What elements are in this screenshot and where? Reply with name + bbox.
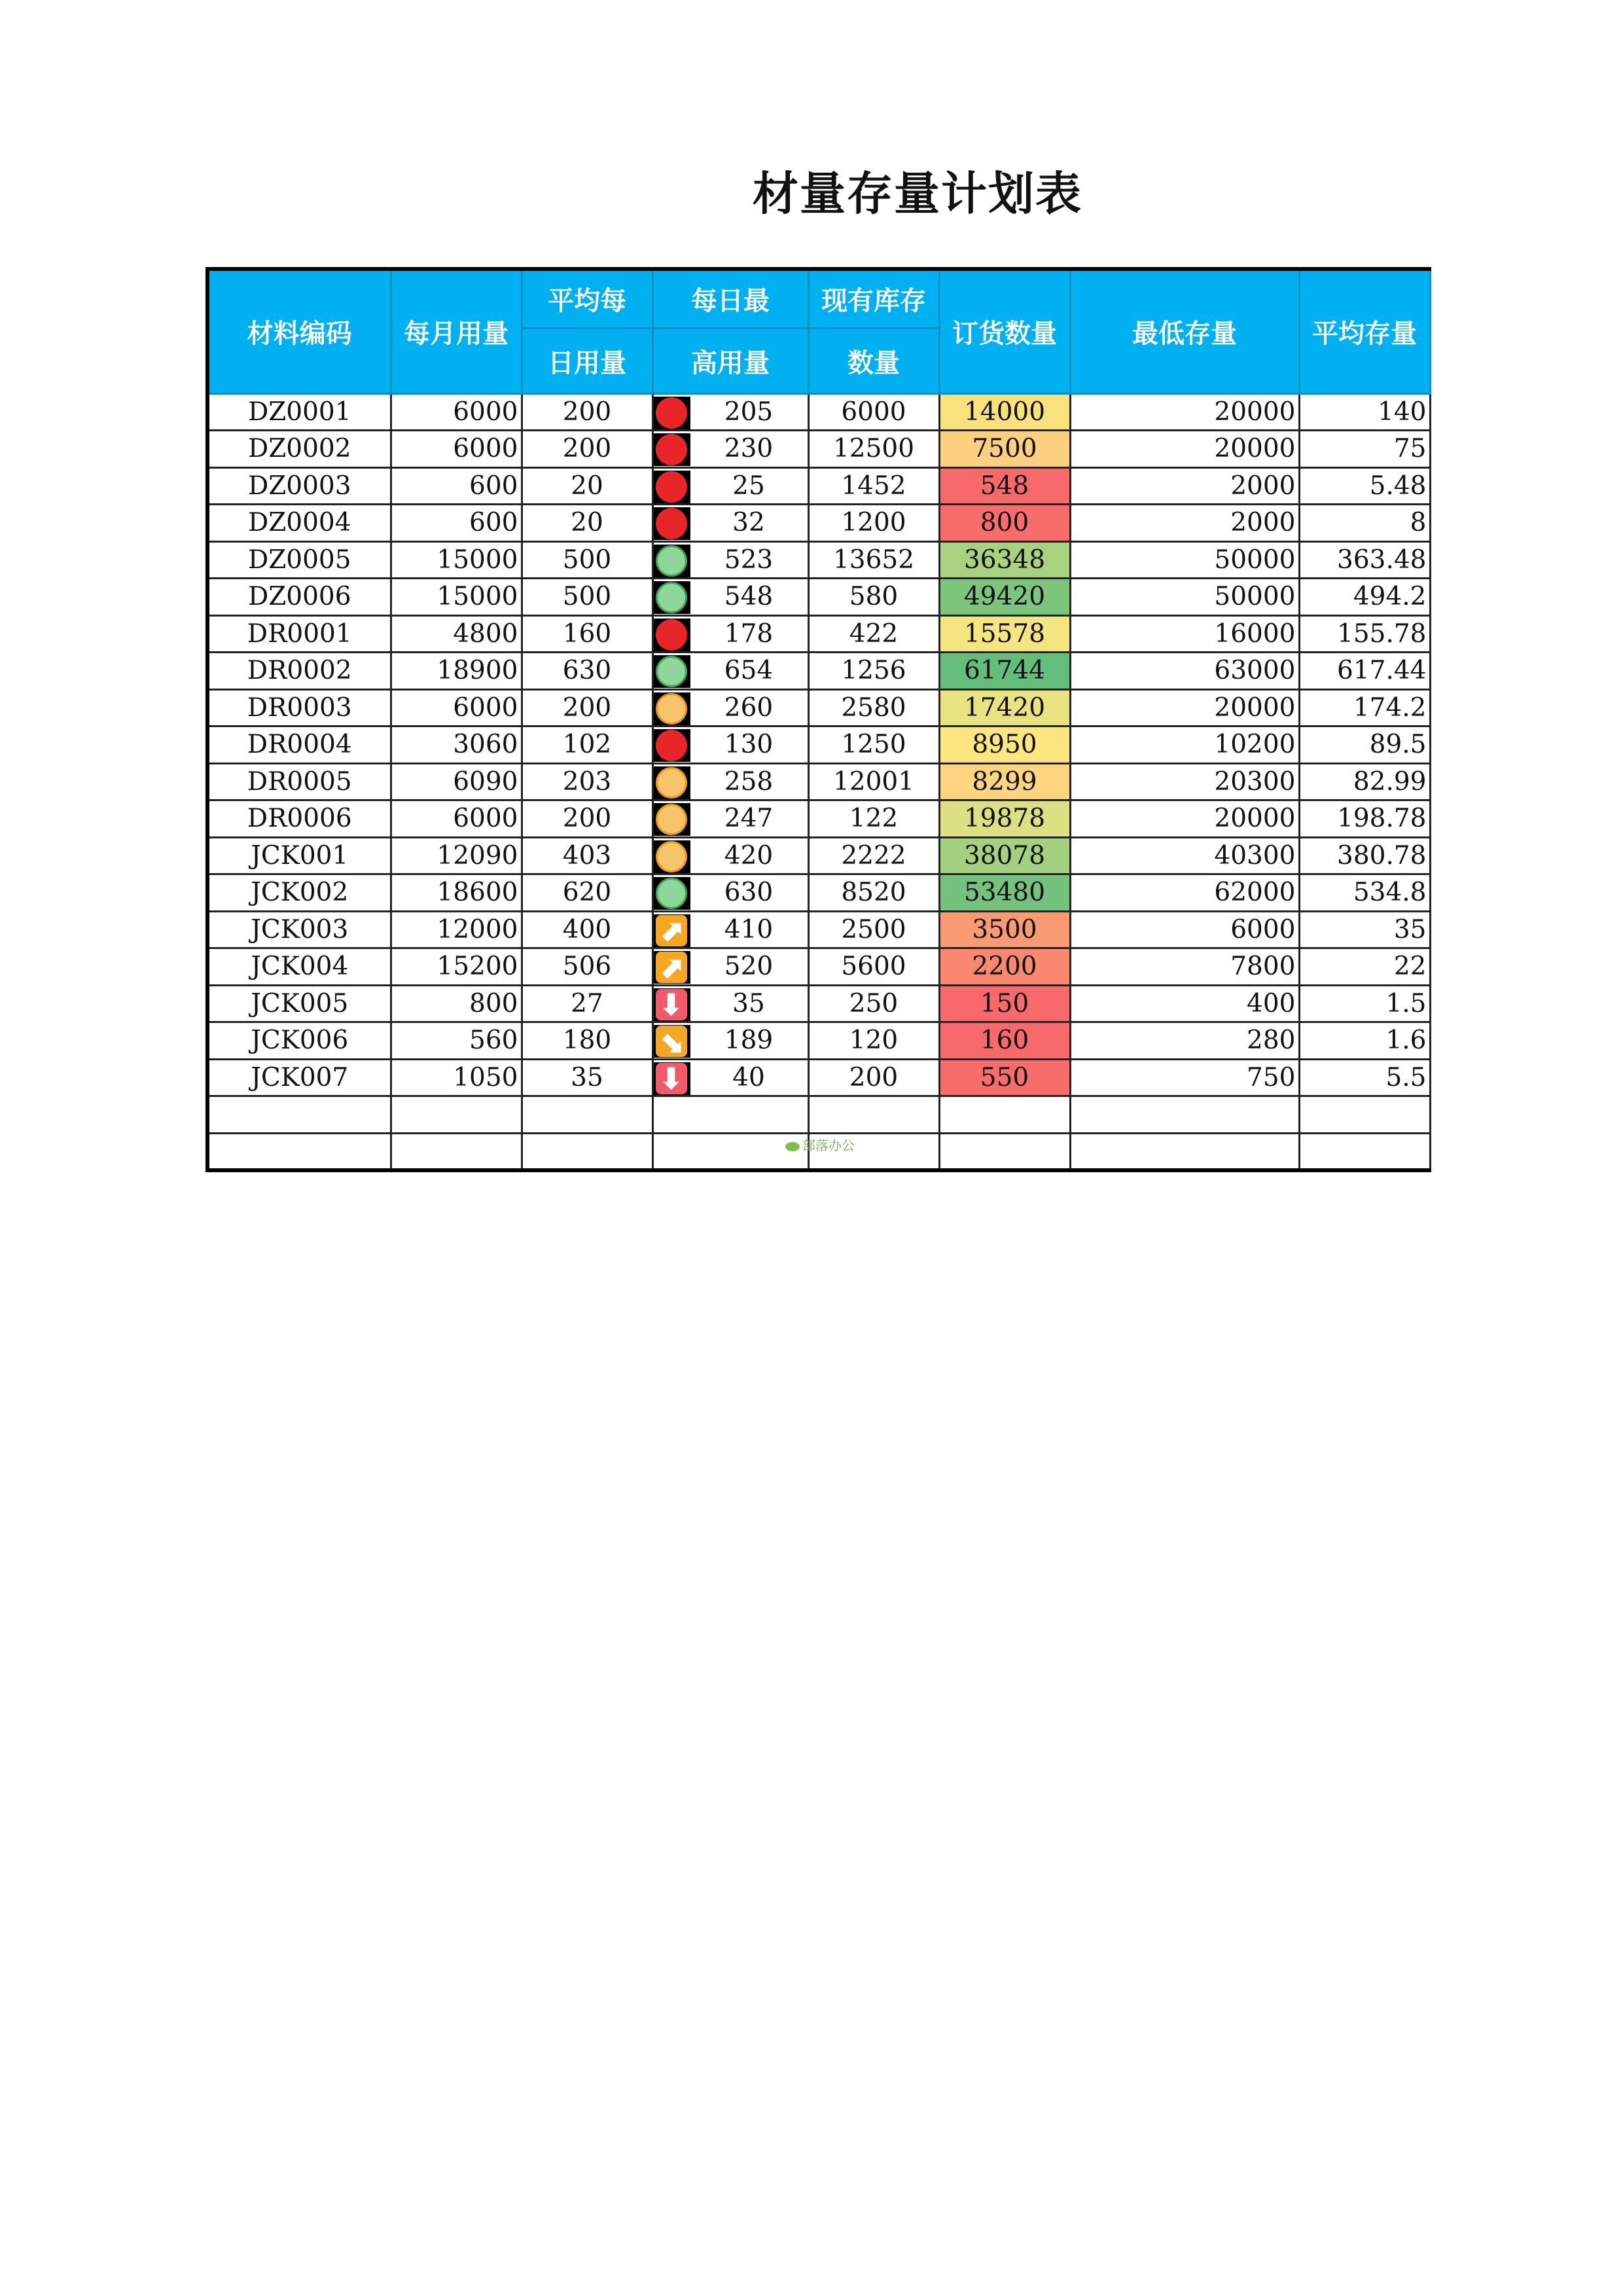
red-circle-icon xyxy=(656,619,687,651)
arrow-down-icon: ⬇ xyxy=(656,989,687,1020)
cell-order[interactable]: 7500 xyxy=(939,431,1070,468)
cell-avg-stock[interactable]: 140 xyxy=(1299,393,1430,431)
cell-stock[interactable]: 8520 xyxy=(808,874,939,912)
leaf-icon xyxy=(785,1142,800,1151)
cell-max-daily[interactable] xyxy=(652,726,808,764)
arrow-up-right-icon: ⬈ xyxy=(656,915,687,946)
cell-order[interactable]: 2200 xyxy=(939,948,1070,986)
cell-avg-daily[interactable]: 200 xyxy=(522,689,652,726)
max-daily-value: 32 xyxy=(732,508,765,538)
cell-code[interactable]: DZ0001 xyxy=(207,393,391,431)
cell-max-daily[interactable] xyxy=(652,1059,808,1096)
cell-min-stock[interactable]: 2000 xyxy=(1070,505,1299,542)
cell-monthly[interactable]: 6000 xyxy=(391,800,522,838)
cell-code[interactable]: DR0005 xyxy=(207,763,391,800)
cell-monthly[interactable]: 15000 xyxy=(391,579,522,616)
max-daily-value: 247 xyxy=(724,804,774,834)
arrow-up-right-icon: ⬈ xyxy=(656,952,687,983)
max-daily-value: 654 xyxy=(724,656,774,686)
table-row xyxy=(207,467,1430,505)
cell-monthly[interactable]: 3060 xyxy=(391,726,522,764)
cell-avg-stock[interactable]: 155.78 xyxy=(1299,615,1430,653)
red-circle-icon xyxy=(656,730,687,761)
max-daily-value: 189 xyxy=(724,1026,774,1056)
cell-min-stock[interactable]: 20000 xyxy=(1070,800,1299,838)
cell-code[interactable]: DR0006 xyxy=(207,800,391,838)
cell-code[interactable]: DR0003 xyxy=(207,689,391,726)
cell-order[interactable]: 49420 xyxy=(939,579,1070,616)
cell-order[interactable]: 14000 xyxy=(939,393,1070,431)
cell-avg-daily[interactable]: 180 xyxy=(522,1022,652,1060)
indicator-icon xyxy=(654,581,690,614)
header-max-daily-top[interactable]: 每日最 xyxy=(652,269,808,328)
empty-cell[interactable] xyxy=(808,1096,939,1134)
indicator-icon xyxy=(654,803,690,836)
cell-min-stock[interactable]: 50000 xyxy=(1070,579,1299,616)
cell-stock[interactable]: 250 xyxy=(808,985,939,1022)
cell-min-stock[interactable]: 280 xyxy=(1070,1022,1299,1060)
header-stock-bot[interactable]: 数量 xyxy=(808,328,939,393)
table-row xyxy=(207,505,1430,542)
cell-avg-stock[interactable]: 617.44 xyxy=(1299,653,1430,690)
empty-cell[interactable] xyxy=(207,1133,391,1170)
red-circle-icon xyxy=(656,471,687,503)
cell-monthly[interactable]: 6000 xyxy=(391,431,522,468)
green-circle-icon xyxy=(656,582,687,613)
empty-cell[interactable] xyxy=(939,1096,1070,1134)
table-row xyxy=(207,689,1430,726)
cell-stock[interactable]: 13652 xyxy=(808,541,939,579)
indicator-icon xyxy=(654,433,690,466)
table-row xyxy=(207,541,1430,579)
cell-code[interactable]: JCK007 xyxy=(207,1059,391,1096)
cell-monthly[interactable]: 800 xyxy=(391,985,522,1022)
empty-cell[interactable] xyxy=(1070,1096,1299,1134)
cell-avg-stock[interactable]: 5.5 xyxy=(1299,1059,1430,1096)
cell-monthly[interactable]: 6000 xyxy=(391,393,522,431)
cell-stock[interactable]: 200 xyxy=(808,1059,939,1096)
cell-max-daily[interactable] xyxy=(652,837,808,874)
max-daily-value: 35 xyxy=(732,988,765,1018)
indicator-icon xyxy=(654,766,690,799)
empty-cell[interactable] xyxy=(1299,1133,1430,1170)
table-row xyxy=(207,874,1430,912)
header-monthly[interactable]: 每月用量 xyxy=(391,269,522,393)
empty-cell[interactable] xyxy=(522,1096,652,1134)
cell-max-daily[interactable] xyxy=(652,541,808,579)
cell-avg-stock[interactable]: 1.5 xyxy=(1299,985,1430,1022)
cell-code[interactable]: JCK001 xyxy=(207,837,391,874)
header-max-daily-bot[interactable]: 高用量 xyxy=(652,328,808,393)
cell-min-stock[interactable]: 20000 xyxy=(1070,431,1299,468)
cell-avg-stock[interactable]: 534.8 xyxy=(1299,874,1430,912)
cell-min-stock[interactable]: 400 xyxy=(1070,985,1299,1022)
empty-cell[interactable] xyxy=(1070,1133,1299,1170)
max-daily-value: 178 xyxy=(724,619,774,649)
cell-min-stock[interactable]: 20000 xyxy=(1070,393,1299,431)
amber-circle-icon xyxy=(656,767,687,798)
cell-code[interactable]: JCK002 xyxy=(207,874,391,912)
cell-min-stock[interactable]: 750 xyxy=(1070,1059,1299,1096)
watermark-text: 部落办公 xyxy=(802,1138,855,1153)
cell-max-daily[interactable] xyxy=(652,393,808,431)
cell-stock[interactable]: 1250 xyxy=(808,726,939,764)
header-order[interactable]: 订货数量 xyxy=(939,269,1070,393)
table-header xyxy=(207,269,1430,393)
cell-avg-daily[interactable]: 200 xyxy=(522,393,652,431)
cell-order[interactable]: 36348 xyxy=(939,541,1070,579)
cell-avg-stock[interactable]: 363.48 xyxy=(1299,541,1430,579)
inventory-table xyxy=(205,267,1431,1172)
cell-min-stock[interactable]: 20000 xyxy=(1070,689,1299,726)
cell-avg-daily[interactable]: 403 xyxy=(522,837,652,874)
cell-code[interactable]: DZ0003 xyxy=(207,467,391,505)
table-row xyxy=(207,393,1430,431)
cell-min-stock[interactable]: 50000 xyxy=(1070,541,1299,579)
max-daily-value: 25 xyxy=(732,471,765,501)
cell-code[interactable]: DR0002 xyxy=(207,653,391,690)
cell-order[interactable]: 38078 xyxy=(939,837,1070,874)
cell-max-daily[interactable] xyxy=(652,689,808,726)
empty-cell[interactable] xyxy=(391,1096,522,1134)
cell-stock[interactable]: 2500 xyxy=(808,911,939,948)
cell-avg-stock[interactable]: 89.5 xyxy=(1299,726,1430,764)
cell-order[interactable]: 8299 xyxy=(939,763,1070,800)
cell-order[interactable]: 61744 xyxy=(939,653,1070,690)
cell-min-stock[interactable]: 16000 xyxy=(1070,615,1299,653)
watermark xyxy=(785,1135,855,1154)
cell-stock[interactable]: 2222 xyxy=(808,837,939,874)
cell-monthly[interactable]: 12000 xyxy=(391,911,522,948)
green-circle-icon xyxy=(656,656,687,687)
cell-monthly[interactable]: 600 xyxy=(391,505,522,542)
cell-avg-daily[interactable]: 160 xyxy=(522,615,652,653)
empty-row xyxy=(207,1096,1430,1134)
empty-cell[interactable] xyxy=(207,1096,391,1134)
indicator-icon xyxy=(654,914,690,947)
table-row xyxy=(207,948,1430,986)
cell-stock[interactable]: 120 xyxy=(808,1022,939,1060)
table-row xyxy=(207,911,1430,948)
cell-stock[interactable]: 580 xyxy=(808,579,939,616)
max-daily-value: 258 xyxy=(724,766,774,797)
cell-max-daily[interactable] xyxy=(652,467,808,505)
arrow-down-right-icon: ⬊ xyxy=(656,1026,687,1057)
max-daily-value: 410 xyxy=(724,914,774,944)
amber-circle-icon xyxy=(656,804,687,835)
cell-stock[interactable]: 1452 xyxy=(808,467,939,505)
max-daily-value: 548 xyxy=(724,582,774,612)
cell-code[interactable]: DZ0005 xyxy=(207,541,391,579)
cell-code[interactable]: JCK004 xyxy=(207,948,391,986)
cell-avg-stock[interactable]: 82.99 xyxy=(1299,763,1430,800)
header-stock-top[interactable]: 现有库存 xyxy=(808,269,939,328)
max-daily-value: 420 xyxy=(724,840,774,870)
cell-avg-daily[interactable]: 200 xyxy=(522,431,652,468)
empty-cell[interactable] xyxy=(1299,1096,1430,1134)
indicator-icon xyxy=(654,397,690,429)
cell-code[interactable]: DR0004 xyxy=(207,726,391,764)
page-title: 材量存量计划表 xyxy=(753,167,1082,221)
cell-max-daily[interactable] xyxy=(652,615,808,653)
cell-max-daily[interactable] xyxy=(652,579,808,616)
cell-order[interactable]: 160 xyxy=(939,1022,1070,1060)
cell-order[interactable]: 17420 xyxy=(939,689,1070,726)
table-row xyxy=(207,615,1430,653)
table-row xyxy=(207,800,1430,838)
empty-cell[interactable] xyxy=(939,1133,1070,1170)
cell-max-daily[interactable] xyxy=(652,431,808,468)
table-row xyxy=(207,579,1430,616)
cell-monthly[interactable]: 6090 xyxy=(391,763,522,800)
indicator-icon xyxy=(654,692,690,725)
cell-avg-daily[interactable]: 400 xyxy=(522,911,652,948)
max-daily-value: 520 xyxy=(724,952,774,982)
cell-stock[interactable]: 6000 xyxy=(808,393,939,431)
empty-cell[interactable] xyxy=(391,1133,522,1170)
cell-avg-daily[interactable]: 102 xyxy=(522,726,652,764)
cell-order[interactable]: 8950 xyxy=(939,726,1070,764)
table-row xyxy=(207,431,1430,468)
indicator-icon xyxy=(654,1062,690,1095)
cell-avg-daily[interactable]: 500 xyxy=(522,541,652,579)
cell-code[interactable]: DZ0004 xyxy=(207,505,391,542)
cell-min-stock[interactable]: 62000 xyxy=(1070,874,1299,912)
cell-stock[interactable]: 12001 xyxy=(808,763,939,800)
indicator-icon xyxy=(654,988,690,1021)
cell-order[interactable]: 19878 xyxy=(939,800,1070,838)
cell-monthly[interactable]: 6000 xyxy=(391,689,522,726)
empty-cell[interactable] xyxy=(652,1096,808,1134)
cell-avg-stock[interactable]: 5.48 xyxy=(1299,467,1430,505)
cell-code[interactable]: JCK005 xyxy=(207,985,391,1022)
max-daily-value: 630 xyxy=(724,878,774,908)
cell-max-daily[interactable] xyxy=(652,763,808,800)
cell-min-stock[interactable]: 63000 xyxy=(1070,653,1299,690)
cell-avg-stock[interactable]: 22 xyxy=(1299,948,1430,986)
cell-stock[interactable]: 1200 xyxy=(808,505,939,542)
header-code[interactable]: 材料编码 xyxy=(207,269,391,393)
green-circle-icon xyxy=(656,878,687,909)
cell-avg-daily[interactable]: 20 xyxy=(522,505,652,542)
arrow-down-icon: ⬇ xyxy=(656,1063,687,1094)
cell-avg-daily[interactable]: 630 xyxy=(522,653,652,690)
cell-monthly[interactable]: 18900 xyxy=(391,653,522,690)
cell-avg-stock[interactable]: 8 xyxy=(1299,505,1430,542)
green-circle-icon xyxy=(656,545,687,577)
cell-avg-stock[interactable]: 75 xyxy=(1299,431,1430,468)
cell-monthly[interactable]: 15200 xyxy=(391,948,522,986)
amber-circle-icon xyxy=(656,693,687,725)
indicator-icon xyxy=(654,655,690,688)
cell-order[interactable]: 550 xyxy=(939,1059,1070,1096)
indicator-icon xyxy=(654,545,690,577)
cell-order[interactable]: 15578 xyxy=(939,615,1070,653)
cell-min-stock[interactable]: 2000 xyxy=(1070,467,1299,505)
table-row xyxy=(207,1022,1430,1060)
cell-avg-daily[interactable]: 506 xyxy=(522,948,652,986)
cell-code[interactable]: DR0001 xyxy=(207,615,391,653)
cell-code[interactable]: DZ0002 xyxy=(207,431,391,468)
cell-max-daily[interactable] xyxy=(652,948,808,986)
cell-max-daily[interactable] xyxy=(652,911,808,948)
indicator-icon xyxy=(654,877,690,910)
table-row xyxy=(207,985,1430,1022)
cell-max-daily[interactable] xyxy=(652,1022,808,1060)
cell-avg-daily[interactable]: 35 xyxy=(522,1059,652,1096)
max-daily-value: 260 xyxy=(724,692,774,723)
cell-max-daily[interactable] xyxy=(652,505,808,542)
header-avg-daily-top[interactable]: 平均每 xyxy=(522,269,652,328)
table-row xyxy=(207,1059,1430,1096)
amber-circle-icon xyxy=(656,841,687,872)
cell-avg-daily[interactable]: 27 xyxy=(522,985,652,1022)
table-row xyxy=(207,837,1430,874)
cell-stock[interactable]: 422 xyxy=(808,615,939,653)
cell-min-stock[interactable]: 20300 xyxy=(1070,763,1299,800)
indicator-icon xyxy=(654,729,690,762)
cell-order[interactable]: 53480 xyxy=(939,874,1070,912)
cell-stock[interactable]: 1256 xyxy=(808,653,939,690)
cell-max-daily[interactable] xyxy=(652,800,808,838)
cell-order[interactable]: 150 xyxy=(939,985,1070,1022)
cell-max-daily[interactable] xyxy=(652,874,808,912)
cell-avg-stock[interactable]: 174.2 xyxy=(1299,689,1430,726)
cell-max-daily[interactable] xyxy=(652,985,808,1022)
cell-stock[interactable]: 122 xyxy=(808,800,939,838)
max-daily-value: 40 xyxy=(732,1062,765,1092)
indicator-icon xyxy=(654,507,690,540)
cell-min-stock[interactable]: 40300 xyxy=(1070,837,1299,874)
cell-min-stock[interactable]: 10200 xyxy=(1070,726,1299,764)
cell-monthly[interactable]: 600 xyxy=(391,467,522,505)
header-avg-daily-bot[interactable]: 日用量 xyxy=(522,328,652,393)
indicator-icon xyxy=(654,471,690,503)
cell-max-daily[interactable] xyxy=(652,653,808,690)
red-circle-icon xyxy=(656,508,687,539)
table-row xyxy=(207,653,1430,690)
cell-monthly[interactable]: 560 xyxy=(391,1022,522,1060)
cell-order[interactable]: 548 xyxy=(939,467,1070,505)
cell-order[interactable]: 3500 xyxy=(939,911,1070,948)
indicator-icon xyxy=(654,840,690,873)
cell-stock[interactable]: 2580 xyxy=(808,689,939,726)
cell-stock[interactable]: 12500 xyxy=(808,431,939,468)
max-daily-value: 230 xyxy=(724,434,774,464)
header-avg-stock[interactable]: 平均存量 xyxy=(1299,269,1430,393)
cell-min-stock[interactable]: 6000 xyxy=(1070,911,1299,948)
cell-monthly[interactable]: 18600 xyxy=(391,874,522,912)
table-body xyxy=(207,393,1430,1170)
cell-avg-daily[interactable]: 500 xyxy=(522,579,652,616)
cell-avg-daily[interactable]: 203 xyxy=(522,763,652,800)
cell-order[interactable]: 800 xyxy=(939,505,1070,542)
cell-code[interactable]: DZ0006 xyxy=(207,579,391,616)
indicator-icon xyxy=(654,951,690,984)
indicator-icon xyxy=(654,1025,690,1058)
cell-avg-stock[interactable]: 494.2 xyxy=(1299,579,1430,616)
red-circle-icon xyxy=(656,434,687,465)
cell-monthly[interactable]: 4800 xyxy=(391,615,522,653)
cell-monthly[interactable]: 15000 xyxy=(391,541,522,579)
max-daily-value: 523 xyxy=(724,545,774,575)
cell-code[interactable]: JCK006 xyxy=(207,1022,391,1060)
cell-avg-stock[interactable]: 1.6 xyxy=(1299,1022,1430,1060)
indicator-icon xyxy=(654,619,690,651)
max-daily-value: 130 xyxy=(724,730,774,760)
cell-avg-daily[interactable]: 200 xyxy=(522,800,652,838)
red-circle-icon xyxy=(656,397,687,429)
cell-avg-stock[interactable]: 35 xyxy=(1299,911,1430,948)
cell-avg-daily[interactable]: 20 xyxy=(522,467,652,505)
cell-avg-stock[interactable]: 380.78 xyxy=(1299,837,1430,874)
cell-code[interactable]: JCK003 xyxy=(207,911,391,948)
max-daily-value: 205 xyxy=(724,397,774,427)
cell-min-stock[interactable]: 7800 xyxy=(1070,948,1299,986)
cell-avg-daily[interactable]: 620 xyxy=(522,874,652,912)
cell-avg-stock[interactable]: 198.78 xyxy=(1299,800,1430,838)
header-min-stock[interactable]: 最低存量 xyxy=(1070,269,1299,393)
table-row xyxy=(207,763,1430,800)
empty-cell[interactable] xyxy=(522,1133,652,1170)
cell-monthly[interactable]: 12090 xyxy=(391,837,522,874)
cell-monthly[interactable]: 1050 xyxy=(391,1059,522,1096)
cell-stock[interactable]: 5600 xyxy=(808,948,939,986)
table-row xyxy=(207,726,1430,764)
